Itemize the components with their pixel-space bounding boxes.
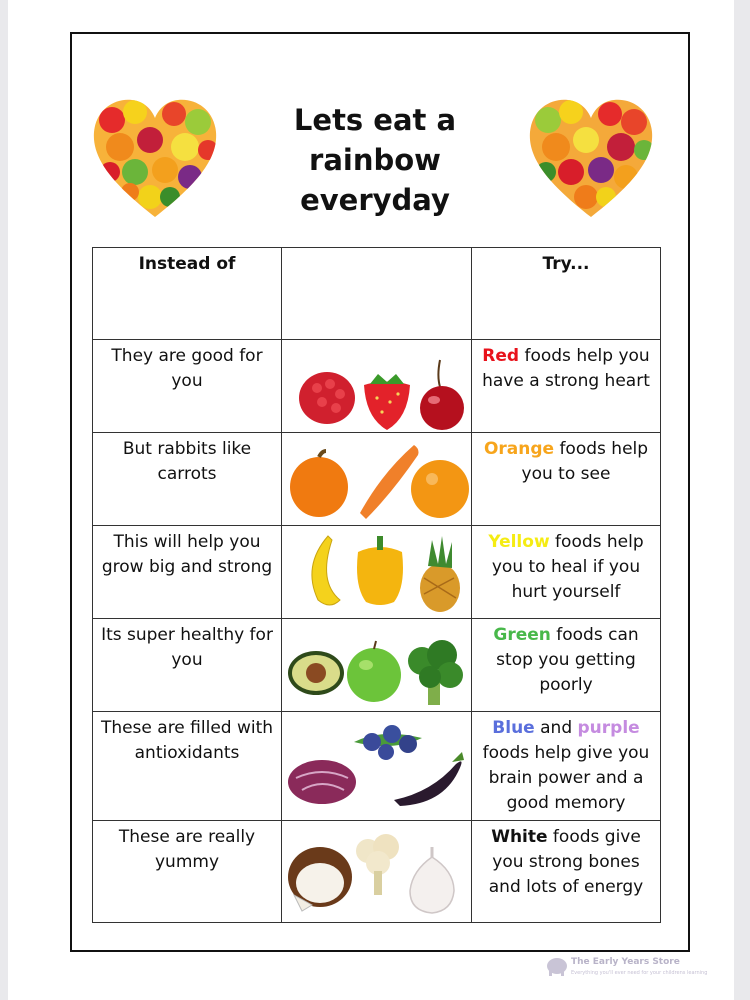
fruit-heart-icon [90, 92, 220, 222]
row-1-try [472, 340, 661, 433]
row-3-images [282, 526, 472, 619]
row-1-instead: They are good for you [93, 340, 282, 433]
footer-logo [545, 955, 708, 985]
header-instead-of: Instead of [93, 248, 282, 340]
blueberries-icon [354, 725, 422, 760]
elephant-logo-icon [545, 957, 569, 977]
footer-brand: The Early Years Store [571, 957, 680, 967]
table-row [93, 619, 661, 712]
row-6-images [282, 821, 472, 923]
fruit-heart-icon [526, 92, 656, 222]
garlic-icon [410, 847, 454, 913]
row-3-try [472, 526, 661, 619]
pineapple-icon [420, 536, 460, 612]
row-5-instead: These are filled with antioxidants [93, 712, 282, 821]
row-2-try [472, 433, 661, 526]
page-title [225, 100, 525, 220]
row-6-try-text: foods give you strong bones and lots of energy [488, 827, 644, 897]
keyword-purple: purple [577, 718, 640, 738]
carrot-icon [360, 445, 419, 519]
table-row [93, 433, 661, 526]
orange-icon [411, 460, 469, 518]
raspberry-icon [299, 372, 355, 424]
table-row [93, 712, 661, 821]
title-line-1: Lets eat a rainbow [293, 103, 457, 177]
row-4-instead: Its super healthy for you [93, 619, 282, 712]
keyword-white: White [491, 827, 548, 847]
row-3-instead: This will help you grow big and strong [93, 526, 282, 619]
keyword-red: Red [482, 346, 520, 366]
broccoli-icon [408, 640, 463, 705]
table-row [93, 340, 661, 433]
row-3-try-text: foods help you to heal if you hurt yourself [491, 532, 644, 602]
yellow-pepper-icon [357, 536, 403, 605]
table-header-row [93, 248, 661, 340]
row-5-images [282, 712, 472, 821]
header-empty [282, 248, 472, 340]
keyword-green: Green [493, 625, 551, 645]
footer-tagline: Everything you'll ever need for your childrens learning [571, 970, 708, 976]
row-6-instead: These are really yummy [93, 821, 282, 923]
row-2-instead: But rabbits like carrots [93, 433, 282, 526]
cauliflower-icon [356, 834, 399, 895]
green-apple-icon [347, 641, 401, 702]
row-5-try [472, 712, 661, 821]
row-4-try-text: foods can stop you getting poorly [496, 625, 639, 695]
row-4-images [282, 619, 472, 712]
header-try: Try... [472, 248, 661, 340]
keyword-orange: Orange [483, 439, 555, 459]
row-2-images [282, 433, 472, 526]
coconut-icon [288, 847, 352, 911]
row-1-try-text: foods help you have a strong heart [482, 346, 650, 391]
row-5-try-text: foods help give you brain power and a good memory [482, 743, 650, 813]
red-cabbage-icon [288, 760, 356, 804]
avocado-icon [288, 651, 344, 695]
row-1-images [282, 340, 472, 433]
keyword-blue: Blue [492, 718, 535, 738]
row-2-try-text: foods help you to see [521, 439, 649, 484]
cherry-icon [420, 360, 464, 430]
row-6-try [472, 821, 661, 923]
keyword-yellow: Yellow [488, 532, 550, 552]
pumpkin-icon [290, 451, 348, 517]
strawberry-icon [364, 374, 410, 430]
banana-icon [312, 536, 340, 605]
row-4-try [472, 619, 661, 712]
table-row [93, 526, 661, 619]
title-line-2: everyday [300, 183, 450, 217]
food-table [92, 247, 661, 923]
row-5-mid: and [534, 718, 578, 738]
aubergine-icon [394, 752, 464, 806]
table-row [93, 821, 661, 923]
